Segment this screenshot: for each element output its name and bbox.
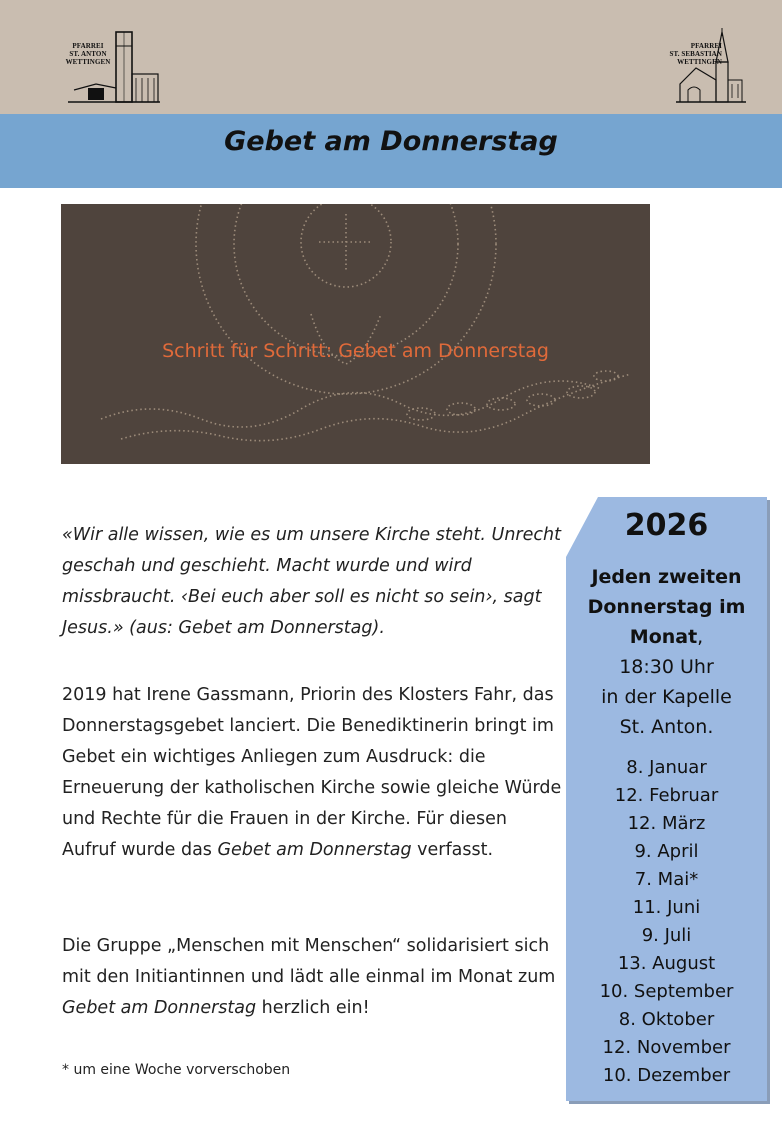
pfarrei-st-anton-logo	[66, 28, 161, 108]
intro-quote: «Wir alle wissen, wie es um unsere Kirche steht. Unrecht geschah und geschieht. Macht wurde und wird missbraucht. ‹Bei euch aber soll es nicht so sein›, sagt Jesus.» (aus: Gebet am Donnerstag).	[62, 525, 561, 638]
date-item: 12. November	[602, 1037, 731, 1058]
paragraph-invitation-text: Die Gruppe „Menschen mit Menschen“ solidarisiert sich mit den Initiantinnen und lädt alle einmal im Monat zum	[62, 936, 556, 987]
paragraph-history-emphasis: Gebet am Donnerstag	[217, 840, 412, 860]
banner-image	[61, 204, 650, 464]
page-title: Gebet am Donnerstag	[224, 126, 558, 157]
date-item: 8. Oktober	[618, 1009, 715, 1030]
schedule-line-2: Donnerstag im	[587, 596, 746, 618]
date-item: 9. April	[634, 841, 699, 862]
schedule-month-comma: ,	[697, 626, 704, 648]
logo-left-line2: ST. ANTON	[69, 50, 107, 58]
date-item: 11. Juni	[632, 897, 701, 918]
footnote: * um eine Woche vorverschoben	[62, 1062, 291, 1078]
schedule-line-3	[566, 622, 767, 652]
church-steeple-icon	[660, 28, 755, 108]
date-item: 13. August	[617, 953, 716, 974]
paragraph-history	[62, 680, 562, 866]
logo-left-line3: WETTINGEN	[65, 58, 111, 66]
date-item: 7. Mai*	[634, 869, 699, 890]
date-item: 8. Januar	[626, 757, 707, 778]
schedule-dates	[566, 754, 767, 1090]
logo-right-line1: PFARREI	[690, 42, 722, 50]
schedule-time: 18:30 Uhr	[619, 656, 714, 678]
paragraph-history-end: verfasst.	[411, 840, 494, 860]
schedule-month-label: Monat	[629, 626, 698, 648]
cross-emblem-icon	[61, 204, 650, 464]
logo-left-line1: PFARREI	[72, 42, 104, 50]
date-item: 10. Dezember	[602, 1065, 731, 1086]
date-item: 10. September	[599, 981, 734, 1002]
schedule-place-1: in der Kapelle	[601, 686, 732, 708]
logo-right-line3: WETTINGEN	[677, 58, 722, 66]
church-tower-icon	[66, 28, 161, 108]
date-item: 12. Februar	[614, 785, 719, 806]
logo-right-line2: ST. SEBASTIAN	[669, 50, 722, 58]
schedule-line-1: Jeden zweiten	[591, 566, 742, 588]
paragraph-invitation-end: herzlich ein!	[256, 998, 370, 1018]
banner-caption: Schritt für Schritt: Gebet am Donnerstag	[162, 340, 549, 362]
date-item: 12. März	[627, 813, 706, 834]
schedule-place-2: St. Anton.	[619, 716, 714, 738]
date-item: 9. Juli	[641, 925, 692, 946]
paragraph-invitation	[62, 931, 562, 1024]
pfarrei-st-sebastian-logo	[660, 28, 755, 108]
paragraph-history-text: 2019 hat Irene Gassmann, Priorin des Klosters Fahr, das Donnerstagsgebet lanciert. Die Benediktinerin bringt im Gebet ein wichtiges Anliegen zum Ausdruck: die Erneuerung der katholischen Kirche sowie gleiche Würde und Rechte für die Frauen in der Kirche. Für diesen Aufruf wurde das	[62, 685, 562, 860]
schedule-year: 2026	[624, 508, 709, 543]
paragraph-invitation-emphasis: Gebet am Donnerstag	[62, 998, 257, 1018]
